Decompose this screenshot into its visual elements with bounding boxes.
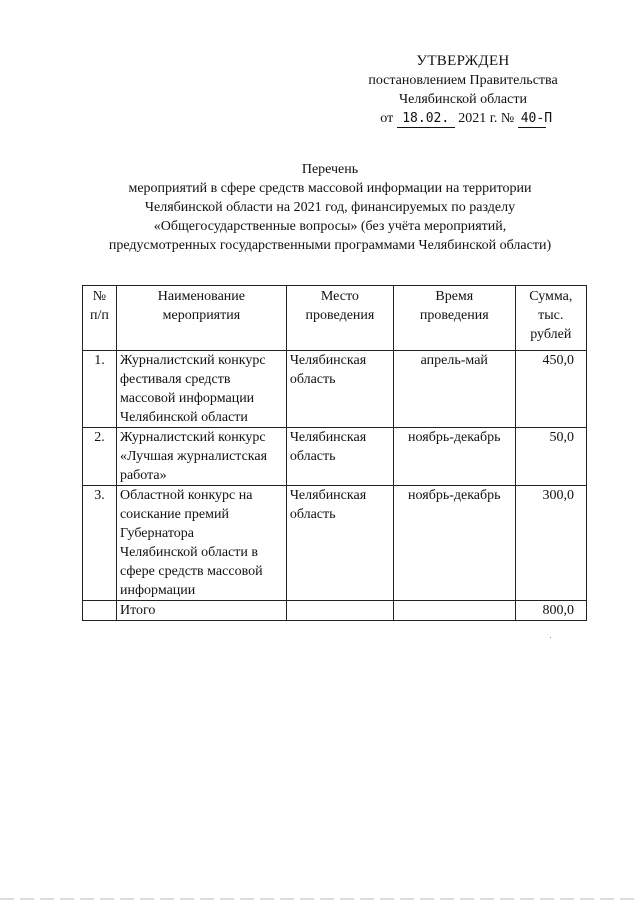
scan-bottom-edge bbox=[0, 898, 640, 900]
row-name-line: Губернатора bbox=[119, 526, 194, 541]
header-place-line: Место bbox=[320, 289, 359, 304]
row-name-line: фестиваля средств bbox=[119, 372, 231, 387]
header-sum-line: тыс. bbox=[538, 308, 564, 323]
row-name-line: массовой информации bbox=[119, 391, 255, 406]
row-name-line: Журналистский конкурс bbox=[119, 430, 266, 445]
header-num-line: № bbox=[92, 289, 107, 304]
approval-number: 40-П bbox=[518, 111, 546, 128]
row-place-line: область bbox=[289, 449, 336, 464]
title-line-2: мероприятий в сфере средств массовой информации на территории bbox=[128, 181, 532, 196]
row-name-line: Журналистский конкурс bbox=[119, 353, 266, 368]
total-place-empty bbox=[286, 601, 393, 621]
total-row bbox=[83, 601, 587, 621]
header-sum bbox=[515, 286, 586, 351]
row-name bbox=[116, 428, 286, 486]
approval-line-1: постановлением Правительства bbox=[368, 73, 558, 88]
row-num: 3. bbox=[83, 486, 117, 601]
total-time-empty bbox=[394, 601, 516, 621]
table-header-row bbox=[83, 286, 587, 351]
row-name-line: сфере средств массовой bbox=[119, 564, 263, 579]
row-name-line: Челябинской области в bbox=[119, 545, 259, 560]
row-place-line: Челябинская bbox=[289, 353, 367, 368]
row-name-line: соискание премий bbox=[119, 507, 229, 522]
total-sum: 800,0 bbox=[515, 601, 586, 621]
approval-block bbox=[358, 52, 568, 128]
header-time bbox=[394, 286, 516, 351]
table-row bbox=[83, 428, 587, 486]
row-num: 2. bbox=[83, 428, 117, 486]
header-sum-line: Сумма, bbox=[529, 289, 573, 304]
header-time-line: проведения bbox=[419, 308, 489, 323]
header-name bbox=[116, 286, 286, 351]
approval-prefix: от bbox=[380, 111, 394, 126]
row-sum: 300,0 bbox=[515, 486, 586, 601]
document-title bbox=[90, 160, 570, 255]
row-sum: 50,0 bbox=[515, 428, 586, 486]
row-time: ноябрь-декабрь bbox=[394, 428, 516, 486]
table-row bbox=[83, 486, 587, 601]
header-place-line: проведения bbox=[305, 308, 375, 323]
row-place bbox=[286, 428, 393, 486]
header-name-line: Наименование bbox=[157, 289, 246, 304]
row-name-line: Областной конкурс на bbox=[119, 488, 253, 503]
row-place bbox=[286, 351, 393, 428]
row-num: 1. bbox=[83, 351, 117, 428]
row-time: апрель-май bbox=[394, 351, 516, 428]
approval-year: 2021 г. № bbox=[458, 111, 515, 126]
table-row bbox=[83, 351, 587, 428]
row-place-line: область bbox=[289, 372, 336, 387]
row-sum: 450,0 bbox=[515, 351, 586, 428]
header-time-line: Время bbox=[435, 289, 474, 304]
row-time: ноябрь-декабрь bbox=[394, 486, 516, 601]
row-name-line: «Лучшая журналистская bbox=[119, 449, 268, 464]
approval-date: 18.02. bbox=[397, 111, 455, 128]
total-num-empty bbox=[83, 601, 117, 621]
row-place bbox=[286, 486, 393, 601]
row-place-line: Челябинская bbox=[289, 488, 367, 503]
header-name-line: мероприятия bbox=[162, 308, 241, 323]
approval-line-2: Челябинской области bbox=[399, 92, 527, 107]
events-table bbox=[82, 285, 587, 621]
title-line-5: предусмотренных государственными программами Челябинской области) bbox=[108, 238, 552, 253]
header-num-line: п/п bbox=[90, 308, 109, 323]
title-line-1: Перечень bbox=[301, 162, 359, 177]
title-line-4: «Общегосударственные вопросы» (без учёта мероприятий, bbox=[153, 219, 507, 234]
approval-number-line bbox=[358, 109, 568, 128]
row-place-line: Челябинская bbox=[289, 430, 367, 445]
header-sum-line: рублей bbox=[530, 327, 572, 342]
total-label: Итого bbox=[116, 601, 286, 621]
header-place bbox=[286, 286, 393, 351]
scan-speck bbox=[550, 637, 551, 638]
header-num bbox=[83, 286, 117, 351]
row-name-line: Челябинской области bbox=[119, 410, 248, 425]
title-line-3: Челябинской области на 2021 год, финансируемых по разделу bbox=[144, 200, 516, 215]
row-name-line: информации bbox=[119, 583, 196, 598]
row-name bbox=[116, 351, 286, 428]
row-name bbox=[116, 486, 286, 601]
approval-heading: УТВЕРЖДЕН bbox=[416, 53, 510, 69]
row-name-line: работа» bbox=[119, 468, 167, 483]
row-place-line: область bbox=[289, 507, 336, 522]
